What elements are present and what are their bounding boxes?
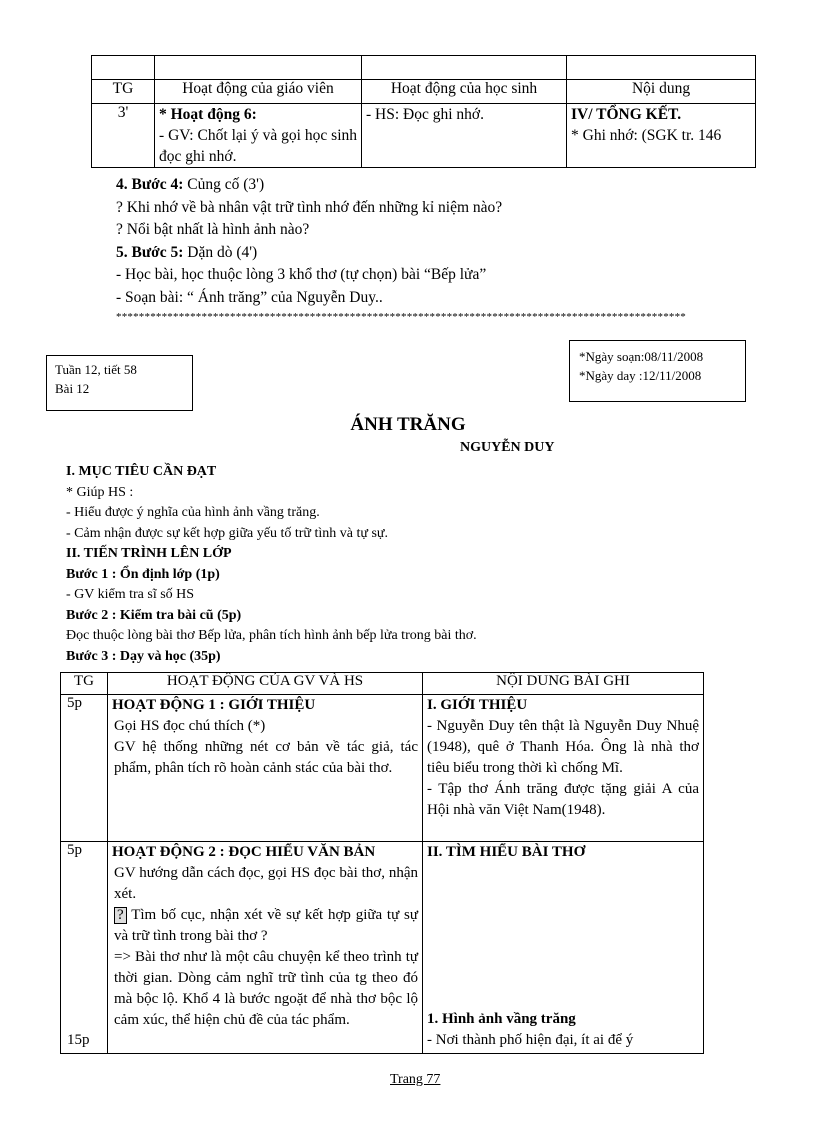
main-header-tg: TG: [61, 673, 108, 695]
page-number: Trang 77: [390, 1072, 441, 1087]
lesson-title: ÁNH TRĂNG: [350, 414, 466, 435]
hd1-c1: - Nguyễn Duy tên thật là Nguyễn Duy Nhuệ (1948), quê ở Thanh Hóa. Ông là nhà thơ tiêu biểu trong thời kì chống Mĩ.: [427, 718, 699, 776]
sec2-heading: II. TIẾN TRÌNH LÊN LỚP: [66, 546, 232, 561]
teacher-text: - GV: Chốt lại ý và gọi học sinh đọc ghi nhớ.: [159, 127, 357, 165]
header-student: Hoạt động của học sinh: [362, 80, 567, 104]
step1-heading: Bước 1 : Ổn định lớp (1p): [66, 566, 220, 582]
hd2-tg2: 15p: [67, 1032, 90, 1048]
hd2-p1: GV hướng dẫn cách đọc, gọi HS đọc bài thơ, nhận xét.: [114, 865, 418, 902]
step4-text: Củng cố (3'): [187, 176, 265, 193]
homework-1: - Học bài, học thuộc lòng 3 khổ thơ (tự chọn) bài “Bếp lửa”: [116, 266, 487, 283]
teacher-cell: [155, 104, 362, 168]
content-title: IV/ TỔNG KẾT.: [571, 106, 682, 123]
teacher-title: * Hoạt động 6:: [159, 106, 257, 123]
content-cell: [567, 104, 756, 168]
step1-text: - GV kiểm tra sĩ số HS: [66, 587, 195, 602]
date-box: [569, 340, 746, 402]
header-teacher: Hoạt động của giáo viên: [155, 80, 362, 104]
author-name: NGUYỄN DUY: [460, 440, 555, 455]
hd2-content-bottom: [427, 1009, 699, 1051]
lesson-line: Bài 12: [55, 381, 90, 396]
summary-table: [91, 55, 756, 168]
main-header-content: NỘI DUNG BÀI GHI: [423, 673, 704, 695]
hd2-p3: => Bài thơ như là một câu chuyện kể theo trình tự thời gian. Dòng cảm nghĩ trữ tình của tg theo đó mà bộc lộ. Khổ 4 là bước ngoặt để nhà thơ bộc lộ cảm xúc, thể hiện chủ đề của tác phẩm.: [114, 949, 418, 1028]
step4: [116, 174, 776, 197]
student-text: - HS: Đọc ghi nhớ.: [362, 104, 567, 168]
hd2-activity: [108, 842, 423, 1054]
step3-heading: Bước 3 : Dạy và học (35p): [66, 648, 221, 664]
hd2-title: HOẠT ĐỘNG 2 : ĐỌC HIỂU VĂN BẢN: [112, 844, 376, 860]
teach-date: *Ngày day :12/11/2008: [579, 368, 702, 383]
empty-cell: [155, 56, 362, 80]
row-tg: 3': [92, 104, 155, 168]
content-text: * Ghi nhớ: (SGK tr. 146: [571, 127, 722, 144]
hd2-sub-title: 1. Hình ảnh vầng trăng: [427, 1011, 576, 1027]
hd1-c2: - Tập thơ Ánh trăng được tặng giải A của Hội nhà văn Việt Nam(1948).: [427, 781, 699, 818]
hd2-p2-wrap: [112, 905, 418, 947]
sec1-line-3: - Cảm nhận được sự kết hợp giữa yếu tố trữ tình và tự sự.: [66, 525, 389, 541]
step5-label: 5. Bước 5:: [116, 243, 184, 261]
empty-cell: [362, 56, 567, 80]
homework-2: - Soạn bài: “ Ánh trăng” của Nguyễn Duy..: [116, 288, 383, 306]
hd2-tg: [61, 842, 108, 1054]
empty-cell: [92, 56, 155, 80]
empty-cell: [567, 56, 756, 80]
hd1-activity: [108, 695, 423, 842]
hd1-title: HOẠT ĐỘNG 1 : GIỚI THIỆU: [112, 697, 316, 713]
hd1-content-title: I. GIỚI THIỆU: [427, 697, 528, 713]
step4-label: 4. Bước 4:: [116, 176, 184, 193]
hd2-content: [423, 842, 704, 1054]
main-header-activity: HOẠT ĐỘNG CỦA GV VÀ HS: [108, 673, 423, 695]
consolidation-section: [116, 174, 776, 325]
star-divider: ****************************************************************************************************: [116, 311, 686, 323]
question-mark-icon: ?: [114, 907, 127, 924]
prep-date: *Ngày soạn:08/11/2008: [579, 349, 704, 364]
hd2-p2: Tìm bố cục, nhận xét về sự kết hợp giữa tự sự và trữ tình trong bài thơ ?: [114, 907, 418, 944]
sec1-line-1: * Giúp HS :: [66, 484, 134, 500]
sec1-heading: I. MỤC TIÊU CẦN ĐẠT: [66, 464, 217, 479]
question-2: ? Nổi bật nhất là hình ảnh nào?: [116, 221, 310, 238]
header-tg: TG: [92, 80, 155, 104]
step2-heading: Bước 2 : Kiểm tra bài cũ (5p): [66, 607, 242, 623]
hd2-tg1: 5p: [67, 842, 82, 858]
header-content: Nội dung: [567, 80, 756, 104]
step2-text: Đọc thuộc lòng bài thơ Bếp lửa, phân tích hình ảnh bếp lửa trong bài thơ.: [66, 628, 477, 643]
week-box: [46, 355, 193, 411]
hd1-tg: 5p: [61, 695, 108, 842]
objectives-section: [66, 462, 766, 667]
hd1-content: [423, 695, 704, 842]
lesson-table: [60, 672, 704, 1054]
hd2-content-title: II. TÌM HIỂU BÀI THƠ: [427, 844, 586, 860]
step5-text: Dặn dò (4'): [187, 243, 258, 261]
hd2-c-text: - Nơi thành phố hiện đại, ít ai để ý: [427, 1032, 634, 1048]
question-1: ? Khi nhớ về bà nhân vật trữ tình nhớ đến những kỉ niệm nào?: [116, 198, 503, 216]
sec1-line-2: - Hiểu được ý nghĩa của hình ảnh vầng trăng.: [66, 505, 320, 520]
hd1-p2: GV hệ thống những nét cơ bản về tác giả, tác phẩm, phân tích rõ hoàn cảnh stác của bài thơ.: [114, 739, 418, 776]
hd1-p1: Gọi HS đọc chú thích (*): [114, 718, 266, 734]
week-line: Tuần 12, tiết 58: [55, 362, 137, 377]
step5: [116, 242, 776, 265]
